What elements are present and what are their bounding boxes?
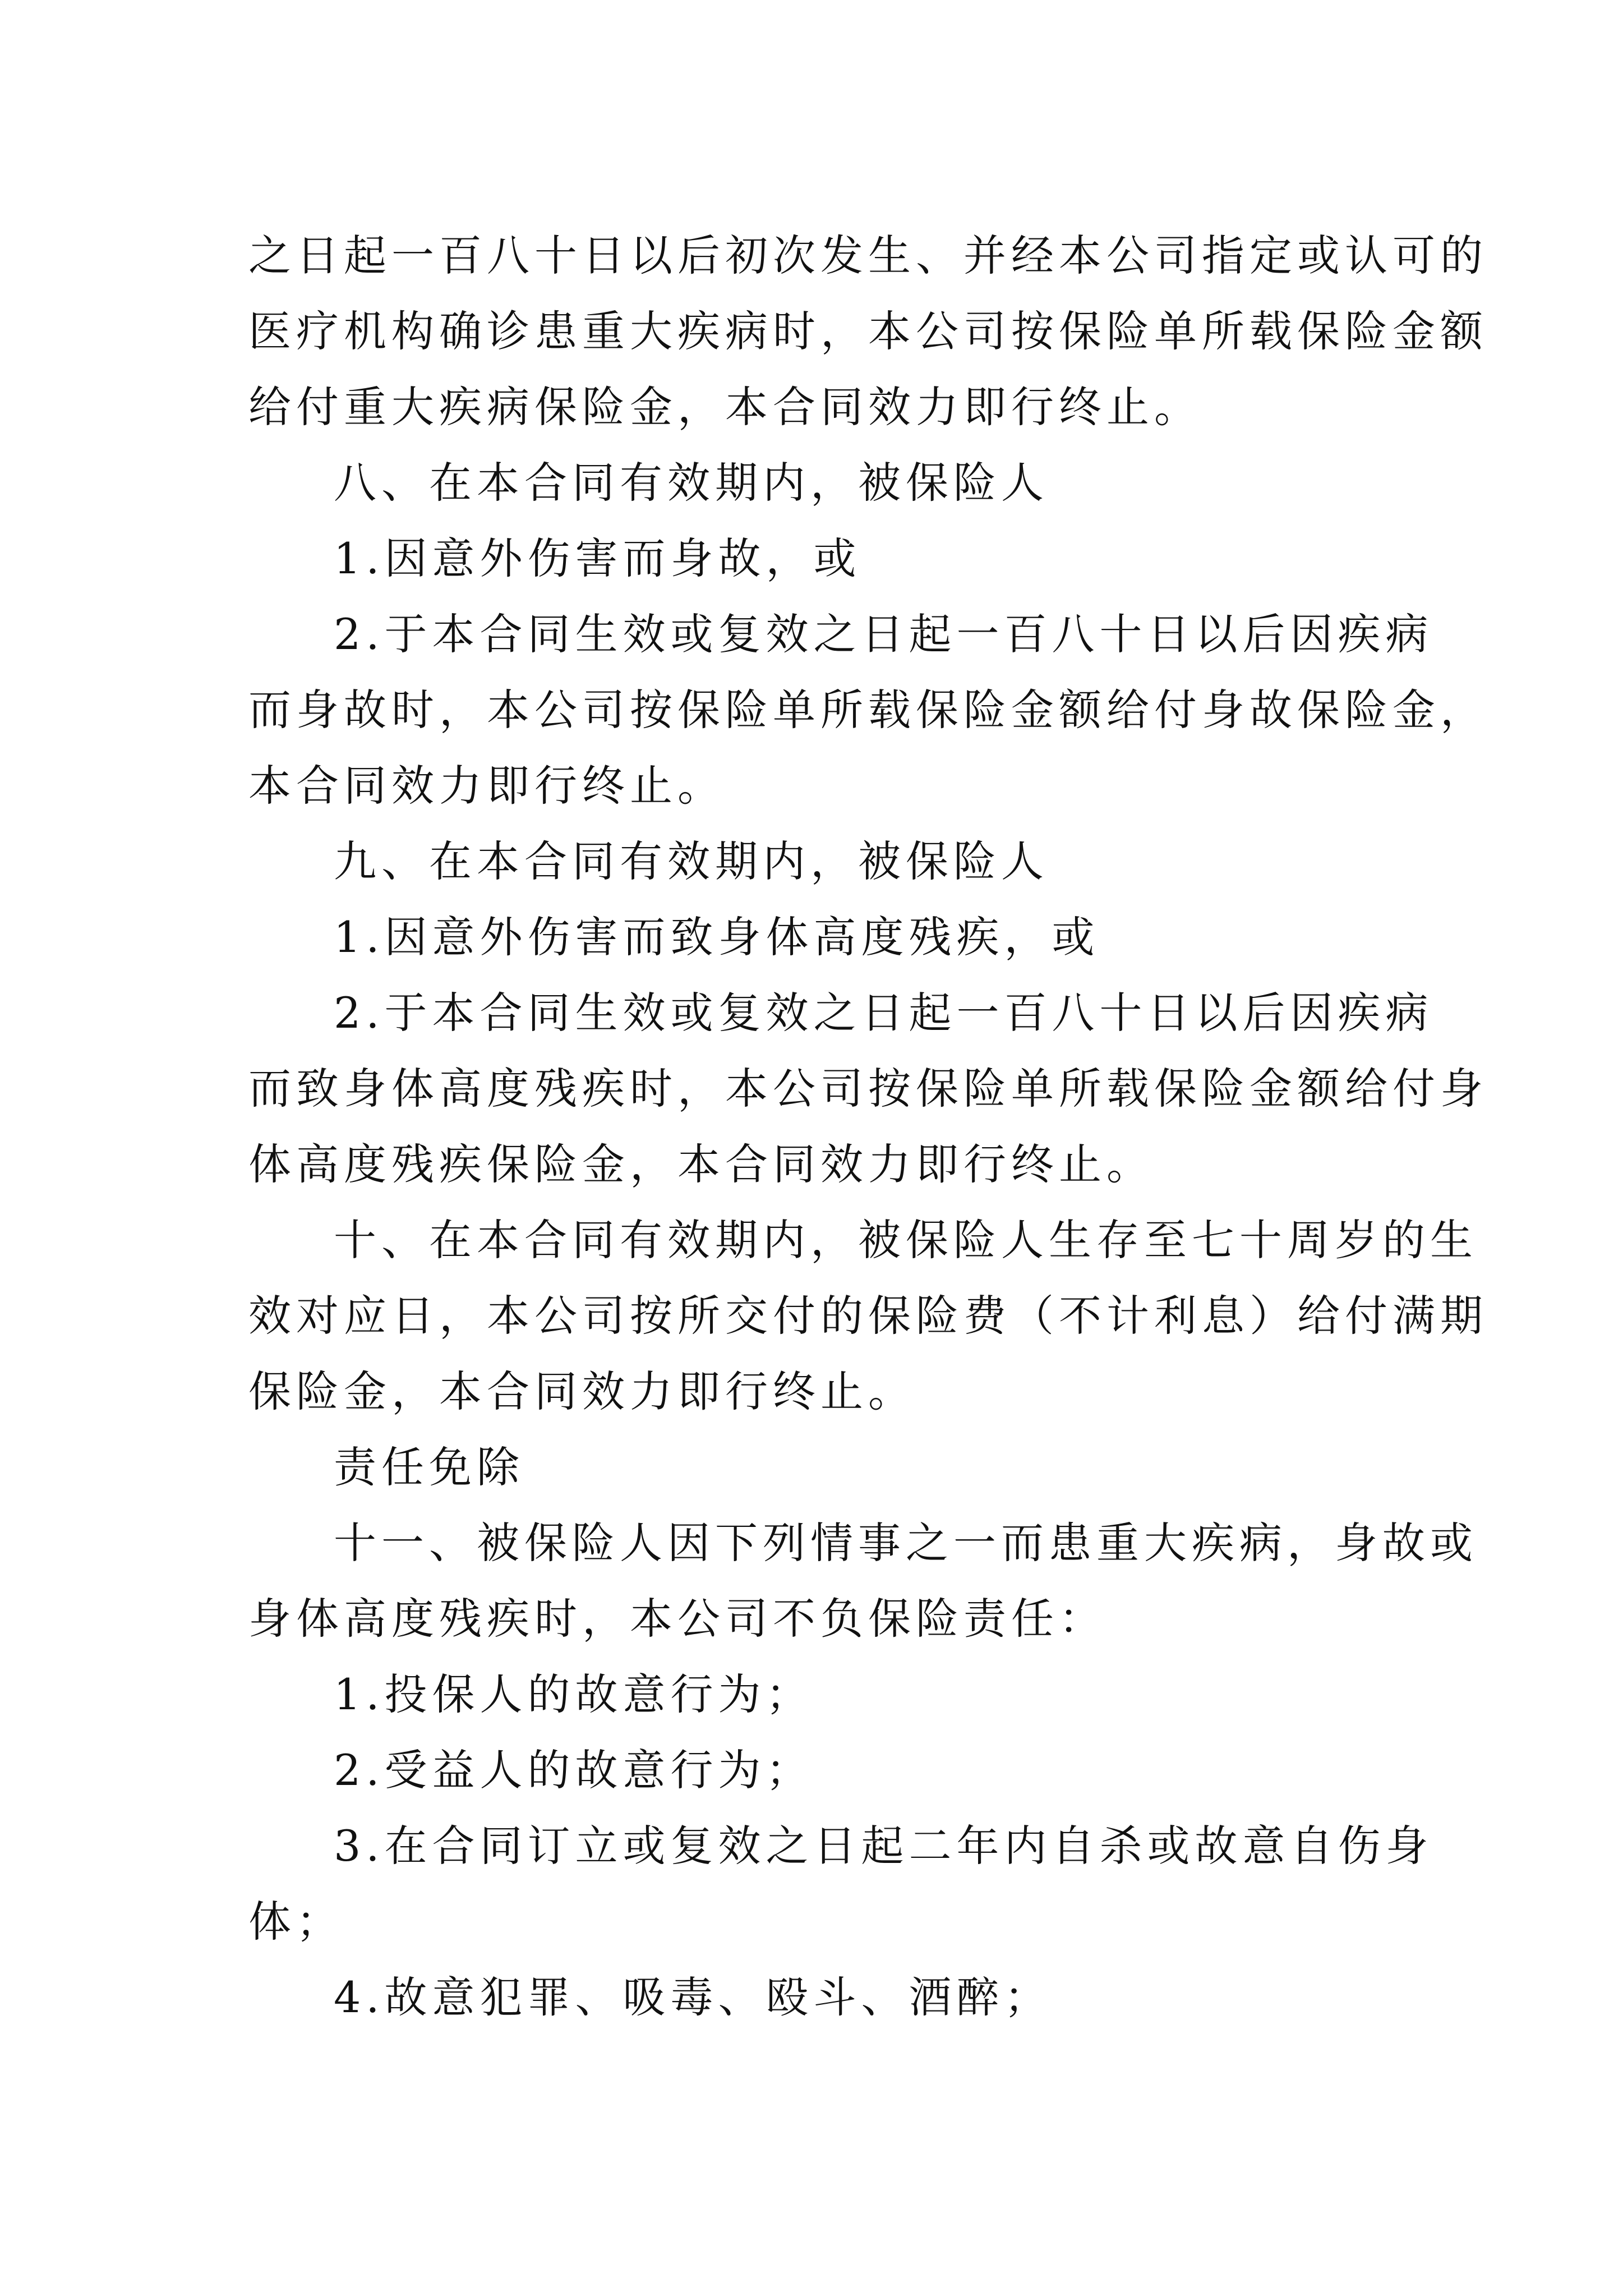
text-line: 体； (248, 1897, 344, 1947)
document-body (248, 218, 1488, 2035)
section-heading: 责任免除 (334, 1442, 524, 1492)
text-line: 体高度残疾保险金，本合同效力即行终止。 (248, 1139, 1154, 1189)
text-line: 保险金，本合同效力即行终止。 (248, 1366, 916, 1416)
clause-heading-8: 八、在本合同有效期内，被保险人 (334, 458, 1049, 508)
text-line: 身体高度残疾时，本公司不负保险责任： (248, 1594, 1106, 1644)
list-item: 3.在合同订立或复效之日起二年内自杀或故意自伤身 (334, 1821, 1433, 1871)
clause-heading-11: 十一、被保险人因下列情事之一而患重大疾病，身故或 (334, 1518, 1478, 1568)
clause-heading-10: 十、在本合同有效期内，被保险人生存至七十周岁的生 (334, 1215, 1478, 1265)
list-item: 2.于本合同生效或复效之日起一百八十日以后因疾病 (334, 988, 1433, 1038)
list-item: 4.故意犯罪、吸毒、殴斗、酒醉； (334, 1972, 1052, 2022)
text-line: 而致身体高度残疾时，本公司按保险单所载保险金额给付身 (248, 1064, 1488, 1114)
list-item: 1.投保人的故意行为； (334, 1669, 814, 1719)
text-line: 医疗机构确诊患重大疾病时，本公司按保险单所载保险金额 (248, 306, 1488, 356)
text-line: 效对应日，本公司按所交付的保险费（不计利息）给付满期 (248, 1291, 1488, 1341)
text-line: 之日起一百八十日以后初次发生、并经本公司指定或认可的 (248, 231, 1488, 280)
list-item: 1.因意外伤害而身故，或 (334, 533, 861, 583)
list-item: 2.受益人的故意行为； (334, 1745, 814, 1795)
text-line: 给付重大疾病保险金，本合同效力即行终止。 (248, 382, 1202, 432)
text-line: 而身故时，本公司按保险单所载保险金额给付身故保险金， (248, 685, 1488, 735)
text-line: 本合同效力即行终止。 (248, 761, 725, 811)
clause-heading-9: 九、在本合同有效期内，被保险人 (334, 836, 1049, 886)
list-item: 1.因意外伤害而致身体高度残疾，或 (334, 912, 1100, 962)
list-item: 2.于本合同生效或复效之日起一百八十日以后因疾病 (334, 609, 1433, 659)
